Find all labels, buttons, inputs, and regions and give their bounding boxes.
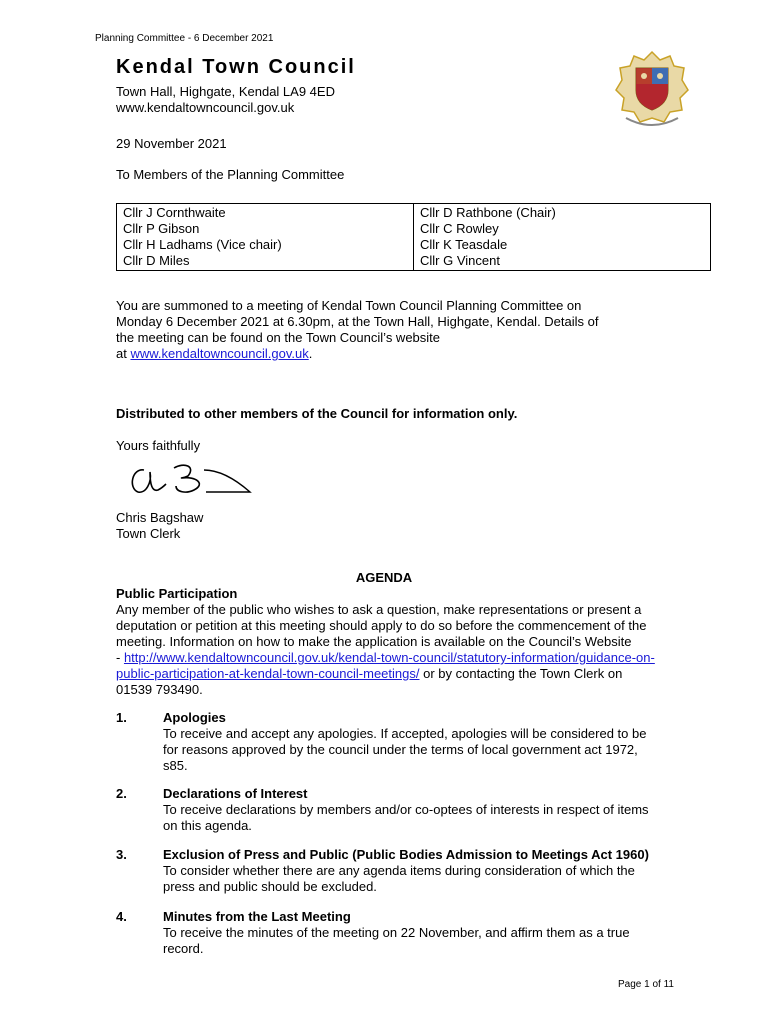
signatory-block xyxy=(116,510,203,542)
council-address-block xyxy=(116,84,335,116)
item-number: 3. xyxy=(116,847,127,862)
letter-recipients: To Members of the Planning Committee xyxy=(116,167,345,182)
running-header: Planning Committee - 6 December 2021 xyxy=(95,33,274,44)
item-number: 1. xyxy=(116,710,127,725)
council-crest-icon xyxy=(612,48,692,134)
member-cell: Cllr D Rathbone (Chair) Cllr C Rowley Cllr K Teasdale Cllr G Vincent xyxy=(414,204,711,271)
summons-paragraph: You are summoned to a meeting of Kendal Town Council Planning Committee on Monday 6 December 2021 at 6.30pm, at the Town Hall, Highgate, Kendal. Details of the meeting can be found on the Town Council’s website at www.kendaltowncouncil.gov.uk. xyxy=(116,298,599,361)
closing: Yours faithfully xyxy=(116,438,201,453)
public-participation-text: Any member of the public who wishes to ask a question, make representations or present a deputation or petition at this meeting should apply to do so before the commencement of the meeting. Information on how to make the application is available on the Council’s Website - http://www.kendaltowncouncil.gov.uk/kendal-town-council/statutory-information/guidance-on- public-participation-at-kendal-town-council-meetings/ or by contacting the Town Clerk on 01539 793490. xyxy=(116,602,655,697)
item-number: 4. xyxy=(116,909,127,924)
distribution-note: Distributed to other members of the Council for information only. xyxy=(116,406,518,421)
item-title: Minutes from the Last Meeting xyxy=(163,909,351,924)
item-title: Declarations of Interest xyxy=(163,786,308,801)
council-address: Town Hall, Highgate, Kendal LA9 4ED xyxy=(116,84,335,99)
website-link[interactable]: www.kendaltowncouncil.gov.uk xyxy=(130,346,309,361)
committee-members-table xyxy=(116,203,711,271)
signatory-title: Town Clerk xyxy=(116,526,181,541)
guidance-link[interactable]: http://www.kendaltowncouncil.gov.uk/kendal-town-council/statutory-information/guidance-on- xyxy=(123,650,655,665)
council-website: www.kendaltowncouncil.gov.uk xyxy=(116,100,295,115)
item-number: 2. xyxy=(116,786,127,801)
letter-date: 29 November 2021 xyxy=(116,136,227,151)
table-row xyxy=(117,204,711,271)
guidance-link-continued[interactable]: public-participation-at-kendal-town-council-meetings/ xyxy=(116,666,420,681)
page-number: Page 1 of 11 xyxy=(618,979,674,990)
agenda-heading: AGENDA xyxy=(355,570,413,585)
council-name: Kendal Town Council xyxy=(116,56,356,78)
signature xyxy=(122,456,262,500)
signatory-name: Chris Bagshaw xyxy=(116,510,204,525)
item-title: Exclusion of Press and Public (Public Bodies Admission to Meetings Act 1960) xyxy=(163,847,649,862)
member-cell: Cllr J Cornthwaite Cllr P Gibson Cllr H Ladhams (Vice chair) Cllr D Miles xyxy=(117,204,414,271)
item-title: Apologies xyxy=(163,710,226,725)
public-participation-title: Public Participation xyxy=(116,586,238,601)
